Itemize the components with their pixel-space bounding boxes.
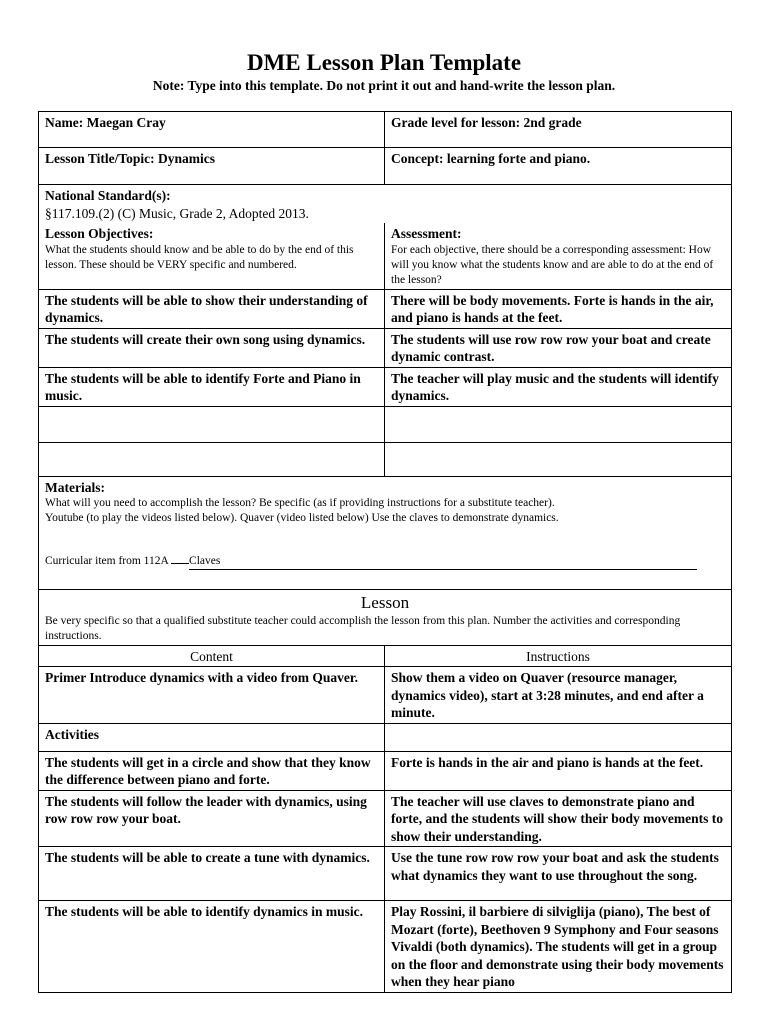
assessment-text: The students will use row row row your boat and create dynamic contrast.	[391, 331, 711, 364]
objective-text: The students will create their own song using dynamics.	[45, 331, 366, 347]
activity-instructions-cell[interactable]	[385, 751, 732, 790]
materials-desc: What will you need to accomplish the lesson? Be specific (as if providing instructions for a substitute teacher).	[45, 497, 555, 509]
primer-content-cell[interactable]	[39, 667, 385, 724]
objective-cell-empty[interactable]	[39, 406, 385, 442]
materials-items: Youtube (to play the videos listed below). Quaver (video listed below) Use the claves to demonstrate dynamics.	[45, 512, 559, 524]
activity-content: The students will be able to create a tune with dynamics.	[45, 850, 370, 865]
activity-content: The students will follow the leader with dynamics, using row row row your boat.	[45, 793, 367, 826]
activity-row	[39, 847, 732, 901]
activities-label-cell[interactable]	[39, 723, 385, 751]
topic-text: Lesson Title/Topic: Dynamics	[45, 151, 216, 166]
activity-instructions: The teacher will use claves to demonstrate piano and forte, and the students will show their body movements to show their understanding.	[391, 793, 724, 844]
template-note: Note: Type into this template. Do not print it out and hand-write the lesson plan.	[152, 78, 616, 93]
activity-instructions-cell[interactable]	[385, 901, 732, 993]
activities-label: Activities	[45, 726, 99, 742]
activity-row	[39, 901, 732, 993]
activity-instructions-cell[interactable]	[385, 790, 732, 847]
activity-content-cell[interactable]	[39, 751, 385, 790]
objective-row-empty	[39, 442, 732, 476]
activity-content-cell[interactable]	[39, 790, 385, 847]
primer-row	[39, 667, 732, 724]
assessment-cell-empty[interactable]	[385, 442, 732, 476]
standards-cell[interactable]	[39, 185, 732, 224]
standards-value: §117.109.(2) (C) Music, Grade 2, Adopted 2013.	[45, 205, 309, 221]
lesson-heading: Lesson	[360, 592, 410, 612]
assessment-text: There will be body movements. Forte is hands in the air, and piano is hands at the feet.	[391, 292, 714, 325]
objective-row	[39, 328, 732, 367]
standards-label: National Standard(s):	[45, 188, 171, 203]
activity-row	[39, 751, 732, 790]
standards-row	[39, 185, 732, 224]
activities-label-row	[39, 723, 732, 751]
topic-cell[interactable]	[39, 148, 385, 185]
objective-cell[interactable]	[39, 367, 385, 406]
info-row-topic-concept	[39, 148, 732, 185]
assessment-cell[interactable]	[385, 328, 732, 367]
objective-cell-empty[interactable]	[39, 442, 385, 476]
objective-text: The students will be able to show their understanding of dynamics.	[45, 292, 368, 325]
objectives-header-cell	[39, 223, 385, 289]
info-row-name-grade	[39, 112, 732, 148]
activity-content-cell[interactable]	[39, 901, 385, 993]
lesson-desc: Be very specific so that a qualified substitute teacher could accomplish the lesson from this plan. Number the activities and corresponding instructions.	[45, 614, 681, 642]
primer-content: Primer Introduce dynamics with a video from Quaver.	[45, 670, 358, 685]
instructions-column-header: Instructions	[385, 645, 732, 667]
assessment-cell-empty[interactable]	[385, 406, 732, 442]
objectives-desc: What the students should know and be able to do by the end of this lesson. These should be VERY specific and numbered.	[45, 243, 354, 271]
activity-content: The students will get in a circle and show that they know the difference between piano and forte.	[45, 754, 371, 787]
curricular-item-line	[45, 554, 725, 570]
name-text: Name: Maegan Cray	[45, 115, 166, 130]
curricular-prefix: Curricular item from 112A	[45, 555, 169, 567]
activity-content: The students will be able to identify dynamics in music.	[45, 904, 364, 919]
materials-label: Materials:	[45, 479, 105, 495]
lesson-header-cell	[39, 589, 732, 645]
activity-instructions: Play Rossini, il barbiere di silviglija (piano), The best of Mozart (forte), Beethoven 9 Symphony and Four seasons Vivaldi (both dynamics). The students will get in a group on the floor and demonstrate using their body movements when they hear piano	[391, 904, 724, 989]
activity-instructions-cell[interactable]	[385, 847, 732, 901]
materials-cell[interactable]	[39, 476, 732, 589]
primer-instructions-cell[interactable]	[385, 667, 732, 724]
activity-row	[39, 790, 732, 847]
grade-cell[interactable]	[385, 112, 732, 148]
primer-instructions: Show them a video on Quaver (resource manager, dynamics video), start at 3:28 minutes, and end after a minute.	[391, 670, 704, 720]
assessment-desc: For each objective, there should be a corresponding assessment: How will you know what the students know and are able to do at the end of the lesson?	[391, 243, 714, 286]
name-cell[interactable]	[39, 112, 385, 148]
objectives-header-row	[39, 223, 732, 289]
grade-text: Grade level for lesson: 2nd grade	[391, 115, 582, 130]
assessment-header-cell	[385, 223, 732, 289]
objective-row	[39, 367, 732, 406]
assessment-cell[interactable]	[385, 289, 732, 328]
materials-row	[39, 476, 732, 589]
activities-label-empty-cell[interactable]	[385, 723, 732, 751]
concept-text: Concept: learning forte and piano.	[391, 151, 591, 166]
curricular-value[interactable]: Claves	[189, 554, 697, 570]
lesson-columns-row	[39, 645, 732, 667]
assessment-text: The teacher will play music and the students will identify dynamics.	[391, 370, 719, 403]
activity-instructions: Use the tune row row row your boat and ask the students what dynamics they want to use throughout the song.	[391, 850, 719, 883]
curricular-blank	[171, 563, 189, 564]
activity-content-cell[interactable]	[39, 847, 385, 901]
lesson-plan-table	[38, 111, 732, 993]
objective-cell[interactable]	[39, 289, 385, 328]
objective-cell[interactable]	[39, 328, 385, 367]
objectives-label: Lesson Objectives:	[45, 226, 154, 241]
document-title: DME Lesson Plan Template	[246, 50, 522, 75]
objective-row-empty	[39, 406, 732, 442]
assessment-cell[interactable]	[385, 367, 732, 406]
lesson-header-row	[39, 589, 732, 645]
content-column-header: Content	[39, 645, 385, 667]
objective-text: The students will be able to identify Forte and Piano in music.	[45, 370, 361, 403]
objective-row	[39, 289, 732, 328]
activity-instructions: Forte is hands in the air and piano is hands at the feet.	[391, 754, 704, 770]
concept-cell[interactable]	[385, 148, 732, 185]
assessment-label: Assessment:	[391, 226, 462, 241]
